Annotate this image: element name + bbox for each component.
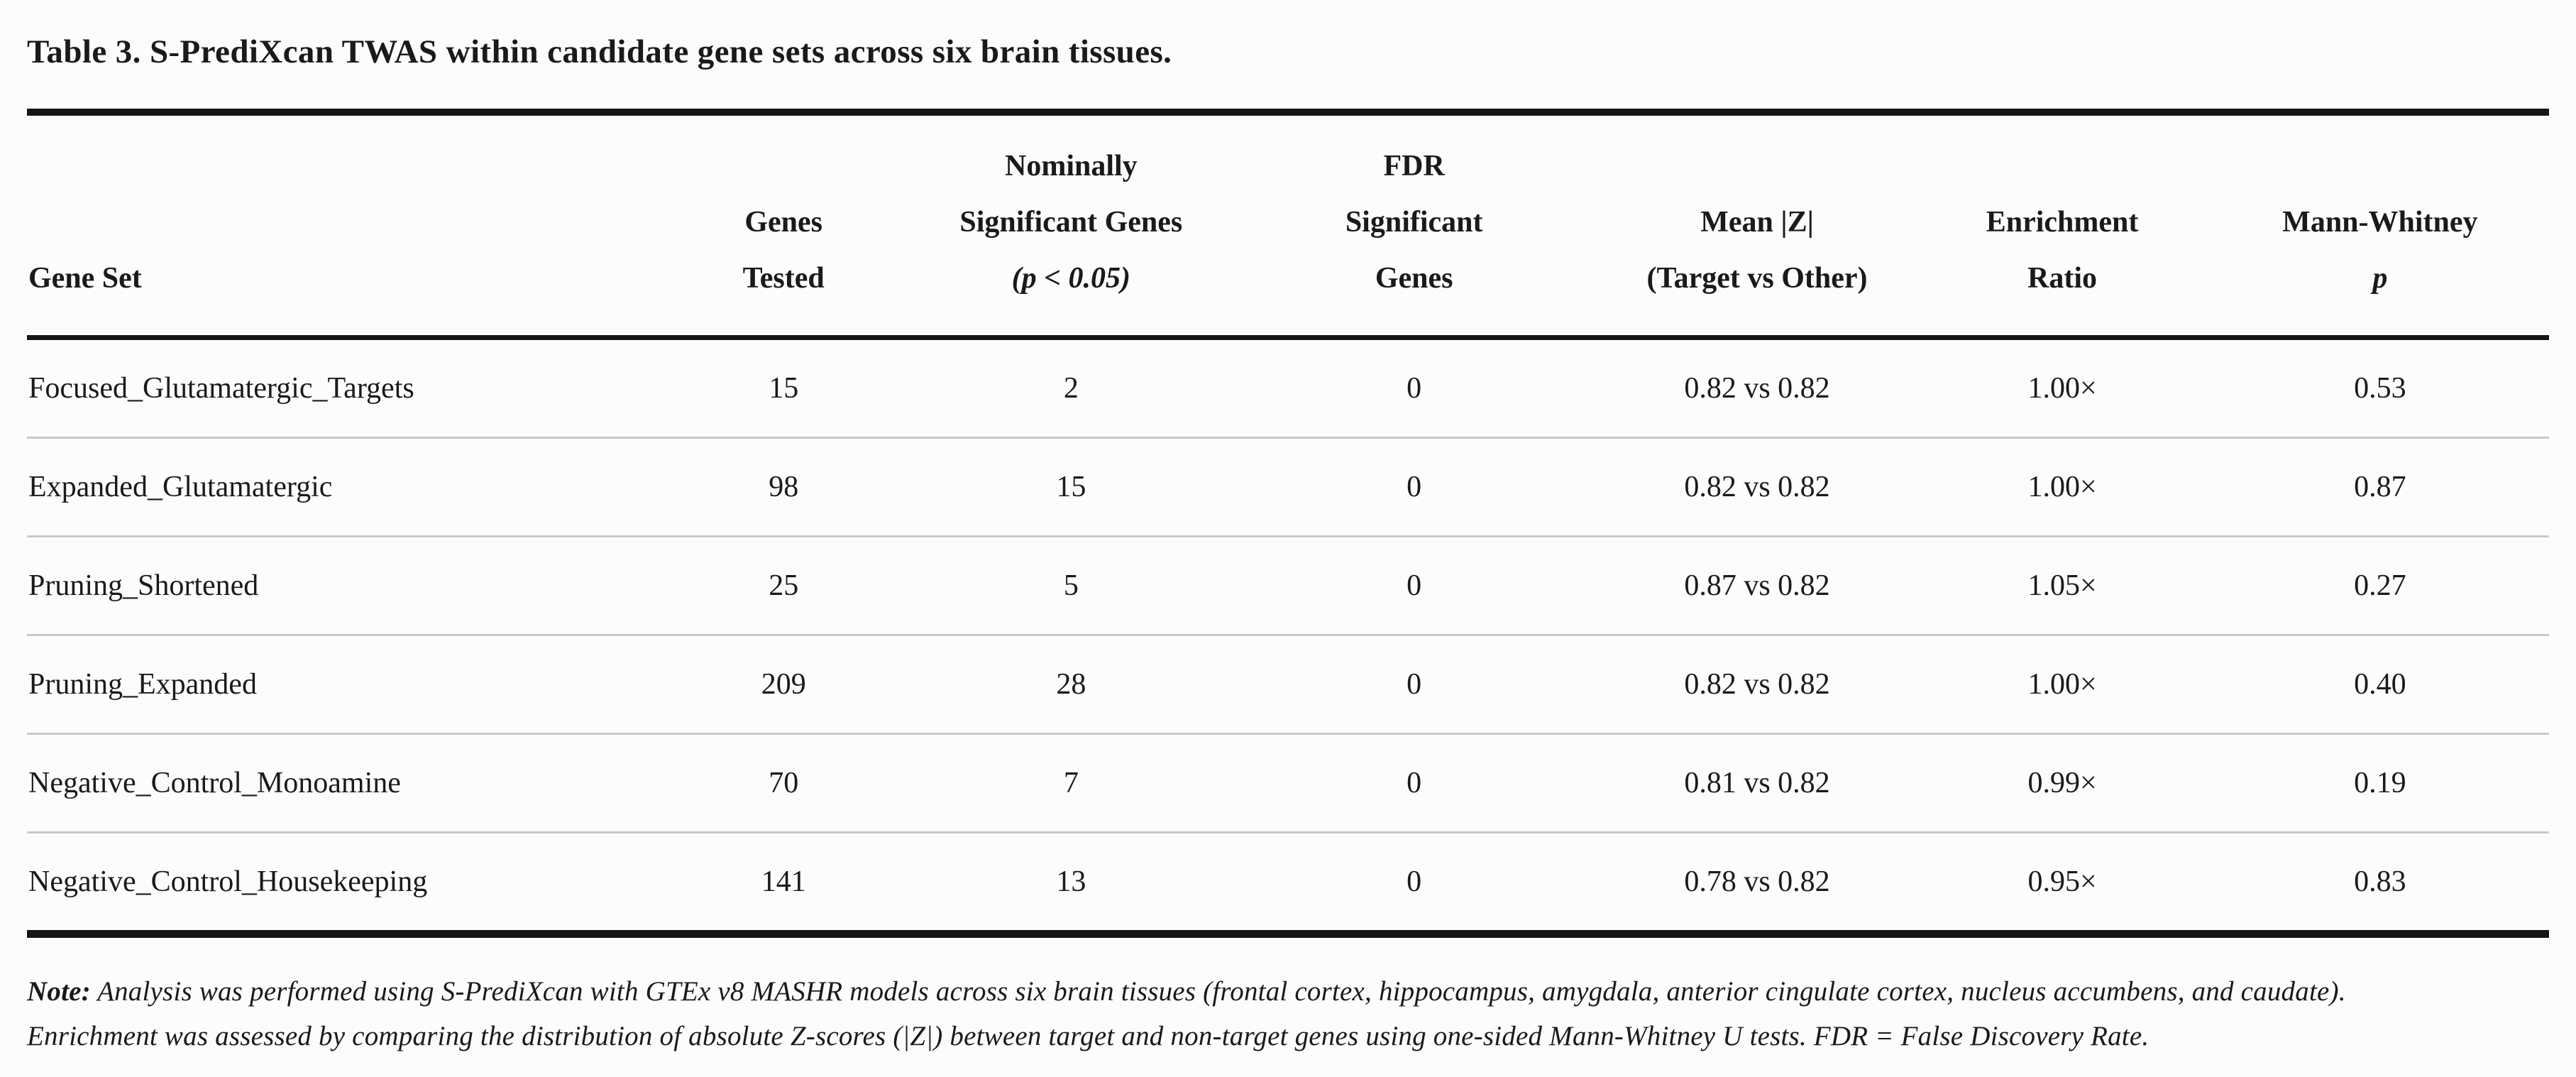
col-header-nominally-significant [915, 112, 1228, 338]
cell-gene-set: Expanded_Glutamatergic [27, 437, 652, 536]
table-row [27, 337, 2549, 437]
cell-mean-z: 0.82 vs 0.82 [1684, 371, 1830, 405]
col-header-enrichment-line1: Enrichment [1986, 205, 2139, 239]
col-header-mean-z [1601, 112, 1914, 338]
col-header-mean-z-line2: (Target vs Other) [1646, 261, 1868, 295]
cell-enrichment-ratio: 0.95× [1913, 832, 2211, 934]
cell-mean-z: 0.82 vs 0.82 [1601, 437, 1914, 536]
col-header-genes-tested-line2: Tested [742, 261, 825, 295]
col-header-mann-whitney-line1: Mann-Whitney [2282, 205, 2478, 239]
col-header-mann-whitney [2211, 112, 2549, 338]
note-label: Note: [27, 975, 91, 1007]
cell-gene-set: Negative_Control_Housekeeping [27, 832, 652, 934]
col-header-mann-whitney-line2: p [2372, 261, 2388, 295]
cell-gene-set: Pruning_Shortened [27, 536, 652, 635]
cell-mann-whitney-p: 0.87 [2211, 437, 2549, 536]
cell-fdr-significant: 0 [1228, 733, 1601, 832]
table-row [27, 635, 2549, 733]
table-row [27, 733, 2549, 832]
cell-genes-tested: 209 [652, 635, 915, 733]
table-row [27, 832, 2549, 934]
col-header-fdr-line3: Genes [1375, 261, 1453, 295]
cell-mann-whitney-p: 0.83 [2211, 832, 2549, 934]
cell-enrichment-ratio: 1.00× [1913, 635, 2211, 733]
col-header-genes-tested [652, 112, 915, 338]
cell-fdr-significant: 0 [1228, 437, 1601, 536]
cell-nominally-significant: 7 [915, 733, 1228, 832]
note-line-1-text: Analysis was performed using S-PrediXcan with GTEx v8 MASHR models across six brain tissues (frontal cortex, hippocampus, amygdala, anterior cingulate cortex, nucleus accumbens, and caudate). [97, 975, 2346, 1007]
cell-fdr-significant: 0 [1228, 635, 1601, 733]
col-header-nominally-line1: Nominally [1005, 149, 1138, 182]
cell-nominally-significant: 2 [1063, 371, 1079, 405]
cell-mann-whitney-p: 0.19 [2211, 733, 2549, 832]
cell-gene-set: Focused_Glutamatergic_Targets [28, 371, 414, 405]
col-header-fdr-line1: FDR [1383, 149, 1445, 182]
cell-gene-set: Pruning_Expanded [27, 635, 652, 733]
cell-mann-whitney-p: 0.27 [2211, 536, 2549, 635]
col-header-enrichment-ratio [1913, 112, 2211, 338]
note-line-1 [27, 969, 2549, 1014]
cell-enrichment-ratio: 1.05× [1913, 536, 2211, 635]
col-header-nominally-line2: Significant Genes [959, 205, 1183, 239]
col-header-enrichment-line2: Ratio [2027, 261, 2098, 295]
cell-genes-tested: 141 [652, 832, 915, 934]
cell-enrichment-ratio: 1.00× [2027, 371, 2097, 405]
cell-genes-tested: 25 [652, 536, 915, 635]
table-row [27, 437, 2549, 536]
col-header-mean-z-line1: Mean |Z| [1700, 205, 1814, 239]
cell-fdr-significant: 0 [1228, 832, 1601, 934]
table-title: Table 3. S-PrediXcan TWAS within candidate gene sets across six brain tissues. [27, 33, 1172, 70]
cell-nominally-significant: 5 [915, 536, 1228, 635]
header-row [27, 112, 2549, 338]
cell-nominally-significant: 15 [915, 437, 1228, 536]
cell-mann-whitney-p: 0.53 [2354, 371, 2406, 405]
cell-nominally-significant: 28 [915, 635, 1228, 733]
table-note [27, 969, 2549, 1059]
cell-gene-set: Negative_Control_Monoamine [27, 733, 652, 832]
cell-mann-whitney-p: 0.40 [2211, 635, 2549, 733]
cell-fdr-significant: 0 [1228, 536, 1601, 635]
cell-genes-tested: 98 [652, 437, 915, 536]
cell-enrichment-ratio: 0.99× [1913, 733, 2211, 832]
cell-mean-z: 0.87 vs 0.82 [1601, 536, 1914, 635]
col-header-fdr-significant [1228, 112, 1601, 338]
col-header-gene-set-label: Gene Set [28, 261, 142, 295]
results-table [27, 109, 2549, 938]
col-header-fdr-line2: Significant [1345, 205, 1483, 239]
note-line-2 [27, 1014, 2549, 1059]
cell-mean-z: 0.82 vs 0.82 [1601, 635, 1914, 733]
table-row [27, 536, 2549, 635]
col-header-gene-set [27, 112, 652, 338]
cell-genes-tested: 15 [769, 371, 799, 405]
cell-mean-z: 0.78 vs 0.82 [1601, 832, 1914, 934]
col-header-nominally-line3: (p < 0.05) [1011, 261, 1131, 295]
cell-genes-tested: 70 [652, 733, 915, 832]
note-line-2-text: Enrichment was assessed by comparing the distribution of absolute Z-scores (|Z|) between target and non-target genes using one-sided Mann-Whitney U tests. FDR = False Discovery Rate. [27, 1020, 2150, 1051]
col-header-genes-tested-line1: Genes [744, 205, 823, 239]
cell-mean-z: 0.81 vs 0.82 [1601, 733, 1914, 832]
cell-nominally-significant: 13 [915, 832, 1228, 934]
cell-enrichment-ratio: 1.00× [1913, 437, 2211, 536]
cell-fdr-significant: 0 [1407, 371, 1422, 405]
